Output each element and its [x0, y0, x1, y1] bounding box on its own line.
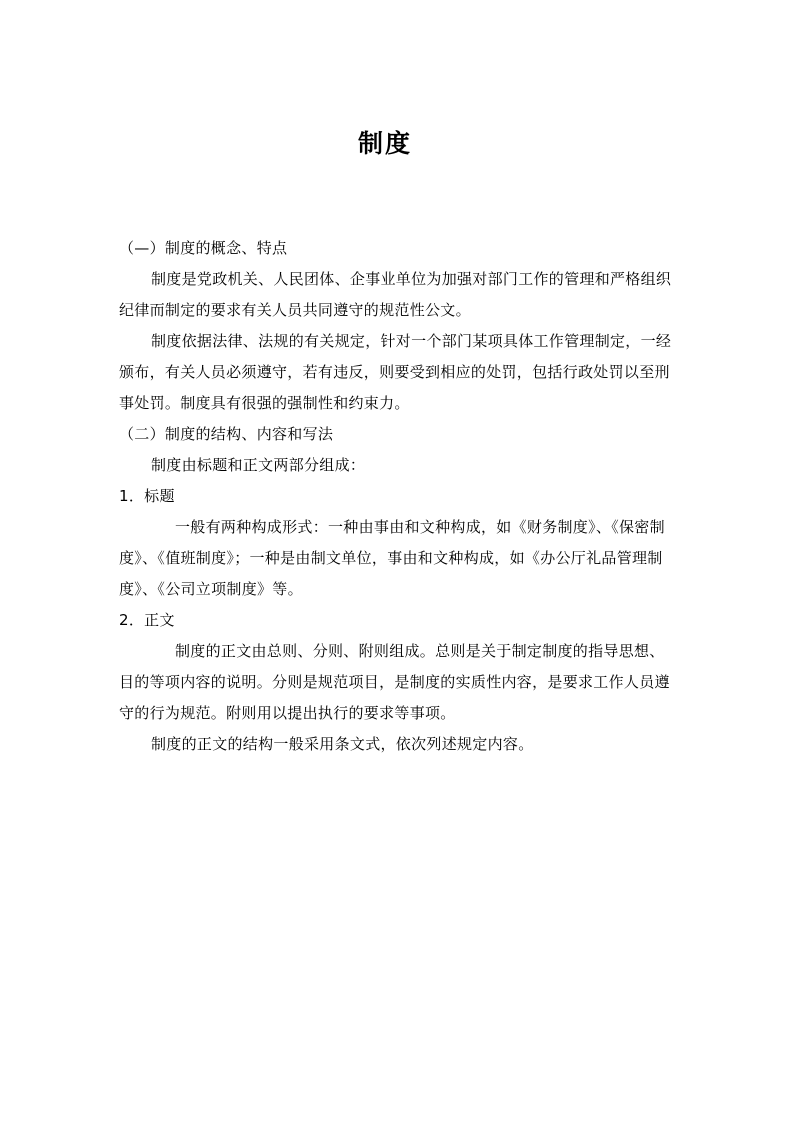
subheading-title: 1．标题 — [119, 487, 175, 505]
paragraph-characteristics: 制度依据法律、法规的有关规定，针对一个部门某项具体工作管理制定，一经颁布，有关人员必须遵守，若有违反，则要受到相应的处罚，包括行政处罚以至刑事处罚。制度具有很强的强制性和约束力。 — [119, 332, 672, 412]
section-heading-structure: （二）制度的结构、内容和写法 — [119, 425, 334, 443]
paragraph-definition: 制度是党政机关、人民团体、企事业单位为加强对部门工作的管理和严格组织纪律而制定的要求有关人员共同遵守的规范性公文。 — [119, 270, 672, 319]
section-heading-concept: （—）制度的概念、特点 — [119, 239, 288, 257]
document-body — [119, 233, 679, 760]
paragraph-body-parts: 制度的正文由总则、分则、附则组成。总则是关于制定制度的指导思想、目的等项内容的说明。分则是规范项目，是制度的实质性内容，是要求工作人员遵守的行为规范。附则用以提出执行的要求等事项。 — [119, 642, 670, 722]
paragraph-title-forms: 一般有两种构成形式：一种由事由和文种构成，如《财务制度》、《保密制度》、《值班制度》；一种是由制文单位，事由和文种构成，如《办公厅礼品管理制度》、《公司立项制度》等。 — [119, 518, 665, 598]
paragraph-body-structure: 制度的正文的结构一般采用条文式，依次列述规定内容。 — [151, 735, 534, 753]
paragraph-composition: 制度由标题和正文两部分组成： — [151, 456, 366, 474]
document-title: 制度 — [357, 129, 412, 158]
subheading-body: 2．正文 — [119, 611, 175, 629]
